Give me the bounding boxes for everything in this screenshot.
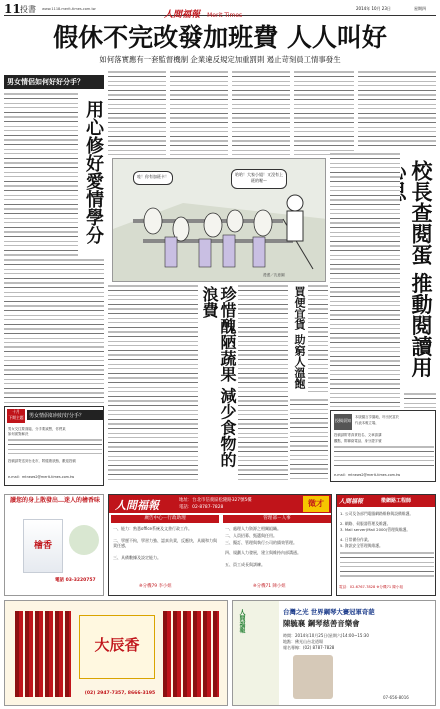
middle-text-left [108, 284, 198, 482]
classified-header [109, 495, 332, 513]
incense-sticks-right [163, 611, 219, 697]
topic-box-line-4: e-mail：mtnews2@merit-times.com.tw [8, 475, 75, 479]
left-body-text-bottom [4, 345, 104, 405]
classified-left-item-2: 二、學歷不拘，學習力強、認真負責，反應快，具親和力與責任感， [113, 538, 217, 548]
subheadline: 如何落實應有一套監督機制 企業違反規定加重罰則 遏止苛刻員工情事發生 [99, 55, 341, 64]
ad-incense-header: 讀您的身上散發出…迷人的檜香味 [9, 497, 100, 504]
cartoon-caption: 漫畫／沈意圖 [263, 273, 285, 277]
issue-date: 2014年 10月 23日 [356, 6, 391, 11]
engineer-header [337, 495, 436, 507]
middle-text-right [290, 398, 328, 482]
incense-brand-panel [79, 615, 155, 679]
main-article-text-a [108, 70, 166, 156]
notice-filler [334, 445, 434, 469]
site-url: www.1118.merit-times.com.tw [42, 7, 96, 11]
classified-left-item-3: 三、具備數據及設定能力。 [113, 555, 161, 560]
logo-cn: 人間福報 [164, 10, 201, 20]
incense-sticks-left [15, 611, 71, 697]
topic-box-heading: 男女情侶如何好好分手？ [27, 410, 103, 420]
ad-left-phone-label: 電話 [55, 578, 64, 583]
topic-box-filler [8, 438, 102, 456]
cartoon [112, 158, 326, 282]
ad-product-name: 檜香 [33, 541, 52, 551]
notice-line-5: e-mail：mtnews2@merit-times.com.tw [334, 473, 401, 477]
ad-product-box [23, 519, 63, 573]
right-article-text-top [358, 70, 436, 150]
ad-left-phone [55, 577, 103, 583]
hiring-badge: 徵才 [303, 496, 329, 512]
classified-left-item-1: 一、能力：熟悉office系統及文書行政工作。 [113, 526, 192, 531]
classified-right-item-2: 二、人員招募、甄選與任用。 [225, 533, 277, 538]
main-article-text-d [294, 70, 354, 156]
ad-concert[interactable] [232, 600, 436, 706]
headline: 假休不完改發加班費 人人叫好 [53, 23, 387, 52]
topic-box-line-1: 男女交往要面臨、分手要誠懇，你們某 [8, 427, 66, 431]
classified-logo: 人間福報 [115, 499, 159, 512]
incense-phone: (02) 2947-7357, 8666-3195 [84, 691, 156, 696]
classified-phone: 電話：02-8787-7828 [179, 505, 224, 510]
engineer-logo: 人間福報 [339, 498, 364, 505]
middle-article-title-b: 買便宜貨 助窮人溫飽 [293, 286, 306, 389]
cartoon-bubble-right: 哈哈！大家小姐！又沒有上班的喔～ [231, 169, 287, 189]
middle-text-right-top [308, 284, 328, 396]
middle-article-title-a: 珍惜醜陋蔬果 減少食物的浪費 [200, 286, 237, 468]
concert-performer: 陳毓襄 鋼琴慈善音樂會 [283, 619, 360, 628]
topic-box-line-2: 如何面對解決 [8, 432, 29, 436]
engineer-item-3: 3. Mail server(Mail 2000)管理與維護。 [340, 527, 411, 532]
main-article-text-c [232, 70, 290, 156]
concert-line-2: 地點：佛光山台北道場 [283, 639, 323, 644]
right-article-text-a [330, 152, 400, 407]
notice-label: 投稿須知 [334, 414, 352, 430]
concert-line-1: 時間：2014年10月25日(星期六)14:00~15:30 [283, 633, 369, 638]
engineer-item-2: 2. 網路、伺服器管理及維護。 [340, 521, 391, 526]
concert-venue-phone: 07-656-8016 [383, 695, 409, 700]
classified-contact-right: ※分機71 陳小姐 [253, 584, 286, 589]
left-body-text-top [4, 92, 78, 257]
page-number: 11 [4, 2, 21, 16]
left-section-label: 男女情侶如何好好分手？ [4, 75, 104, 89]
notice-line-2: 代表本報立場， [355, 421, 379, 425]
topic-box-label [7, 409, 25, 423]
classified-contact-left: ※分機79 李小姐 [139, 584, 172, 589]
submission-notice [330, 410, 436, 482]
concert-pianist-photo [293, 655, 333, 699]
incense-brand-name: 大辰香 [94, 636, 140, 654]
cartoon-bubble-left: 哇！你有加班卡！ [133, 171, 173, 185]
classified-right-item-1: 一、處理人力資源之相關組織。 [225, 526, 281, 531]
left-topic-box [4, 406, 104, 486]
section-name: 投書 [20, 5, 36, 14]
topic-box-month: 十月 [12, 409, 20, 414]
ad-product-icon [69, 525, 99, 555]
concert-logo: 人間福報 [238, 609, 245, 633]
ad-incense-oil[interactable] [4, 494, 104, 596]
concert-title: 台灣之光 世界鋼琴大賽冠軍奇葩 [283, 608, 375, 616]
classified-col-left-title: 廣告中心－行政助理 [111, 515, 219, 523]
concert-calligraphy [233, 601, 279, 706]
masthead-logo [164, 2, 276, 20]
classified-right-item-3: 三、擬訂、管理與執行公司的績效管理。 [225, 540, 297, 545]
left-body-text-mid [4, 258, 104, 343]
engineer-title: 徵網路工程師 [381, 498, 412, 504]
topic-box-line-3: 投稿請寄送到台北市，附健康狀態，歡迎投稿 [8, 459, 76, 463]
left-article-title: 用心修好愛情學分 [83, 100, 104, 244]
classified-col-right-title: 管理部－人事 [223, 515, 331, 523]
ad-left-phone-value: 03-3220757 [65, 578, 96, 583]
masthead [4, 2, 436, 20]
engineer-item-5: 5. 資訊安全管理與維護。 [340, 543, 383, 548]
right-article-title: 校長查閱蛋 推動閱讀用 [409, 160, 434, 378]
engineer-item-4: 4. 日常備份作業。 [340, 537, 372, 542]
notice-line-3: 投稿請附寄真實姓名、文章請講 [334, 433, 382, 437]
ad-incense-brand[interactable] [4, 600, 228, 706]
logo-en: Merit Times [207, 12, 243, 19]
concert-line-3: 報名專線：(02) 8787-7828 [283, 645, 335, 650]
engineer-phone: 電話：02-6767-7828 ※分機71 陳小姐 [339, 585, 404, 589]
notice-line-1: 本版園言享園地，吁出民富於 [355, 415, 400, 419]
issue-weekday: 星期四 [414, 6, 426, 11]
ad-engineer[interactable] [336, 494, 436, 596]
right-article-text-b [404, 392, 436, 412]
classified-address: 地址：台北市信義區松隆路327號5樓 [179, 498, 252, 503]
engineer-filler [340, 551, 434, 579]
engineer-item-1: 1. 公司及各部門電腦網路維修與設備維護。 [340, 511, 414, 516]
main-article-text-b [170, 70, 228, 156]
ad-classified[interactable] [108, 494, 332, 596]
middle-text-center [238, 284, 288, 482]
notice-line-4: 觀點，附聯絡電話、身分證字號 [334, 439, 382, 443]
topic-box-next: 下期主題 [8, 415, 24, 420]
classified-right-item-5: 五、員工成長與訓練。 [225, 562, 265, 567]
classified-right-item-4: 四、規劃人力發展，建立與維持內部溝通。 [225, 550, 301, 555]
